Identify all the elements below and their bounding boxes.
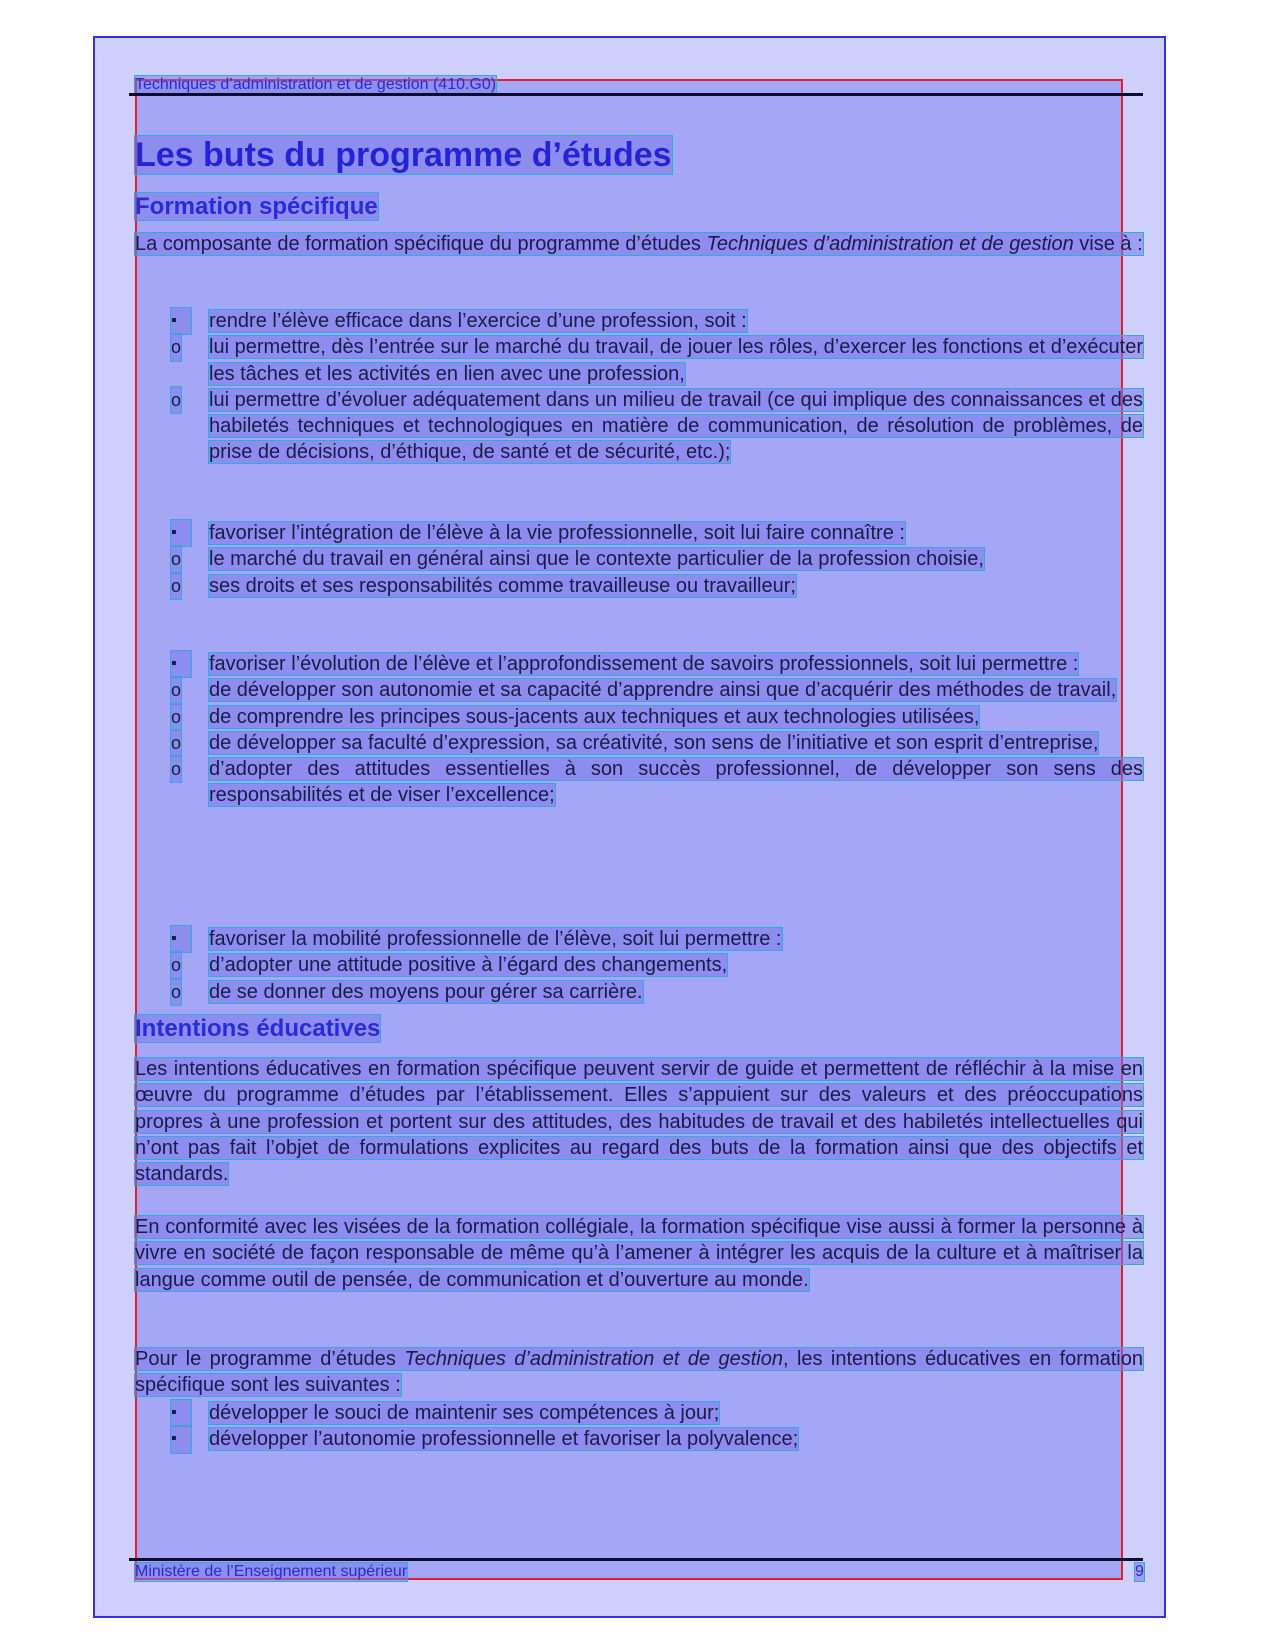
bullet-circle-icon: o (171, 979, 181, 1005)
sub-list-item: o de se donner des moyens pour gérer sa carrière. (135, 979, 1143, 1005)
list-item: ▪ rendre l’élève efficace dans l’exercice d’une profession, soit : o lui permettre, dès l’entrée sur le marché du travail, de jouer les rôles, d’exercer les fonctions et d’exécuter les tâches et les activités en lien avec une profession, o lui permettre d’évoluer adéquatement dans un milieu de travail (ce qui implique des connaissances et des habiletés techniques et technologiques en matière de communication, de résolution de problèmes, de prise de décisions, d’éthique, de santé et de sécurité, etc.); (135, 308, 1143, 466)
sub-list-item: o lui permettre d’évoluer adéquatement dans un milieu de travail (ce qui implique des connaissances et des habiletés techniques et technologiques en matière de communication, de résolution de problèmes, de prise de décisions, d’éthique, de santé et de sécurité, etc.); (171, 388, 1143, 464)
footer-ministry: Ministère de l’Enseignement supérieur (135, 1563, 408, 1580)
sub-list-item: o de comprendre les principes sous-jacents aux techniques et aux technologies utilisées, (135, 704, 1143, 730)
goal-list-2 (135, 520, 1143, 599)
intentions-paragraph-2: En conformité avec les visées de la formation collégiale, la formation spécifique vise aussi à former la personne à vivre en société de façon responsable de même qu’à l’amener à intégrer les acquis de la culture et à maîtriser la langue comme outil de pensée, de communication et d’ouverture au monde. (135, 1216, 1143, 1291)
bullet-circle-icon: o (171, 573, 181, 599)
bullet-square-icon: ▪ (171, 1426, 191, 1452)
bullet-square-icon: ▪ (171, 520, 191, 546)
goal-list-3 (135, 651, 1143, 809)
sub-list-item: o de développer son autonomie et sa capacité d’apprendre ainsi que d’acquérir des méthodes de travail, (135, 677, 1143, 703)
bullet-circle-icon: o (171, 546, 181, 572)
intentions-paragraph-3: Pour le programme d’études Techniques d’administration et de gestion, les intentions éducatives en formation spécifique sont les suivantes : (135, 1348, 1143, 1397)
bullet-square-icon: ▪ (171, 1400, 191, 1426)
list-item: ▪ favoriser la mobilité professionnelle de l’élève, soit lui permettre : o d’adopter une attitude positive à l’égard des changements, o de se donner des moyens pour gérer sa carrière. (135, 926, 1143, 1005)
bullet-circle-icon: o (171, 334, 181, 360)
section-heading-intentions: Intentions éducatives (135, 1015, 381, 1042)
page-number: 9 (1135, 1563, 1144, 1580)
running-header: Techniques d’administration et de gestion (410.G0) (135, 76, 497, 93)
bullet-circle-icon: o (171, 704, 181, 730)
intentions-paragraph-1: Les intentions éducatives en formation spécifique peuvent servir de guide et permettent de réfléchir à la mise en œuvre du programme d’études par l’établissement. Elles s’appuient sur des valeurs et des préoccupations propres à une profession et portent sur des attitudes, des habitudes de travail et des habiletés intellectuelles qui n’ont pas fait l’objet de formulations explicites au regard des buts de la formation ainsi que des objectifs et standards. (135, 1058, 1143, 1186)
goal-list-1 (135, 308, 1143, 466)
bullet-circle-icon: o (171, 387, 181, 413)
bullet-square-icon: ▪ (171, 926, 191, 952)
intro-paragraph: La composante de formation spécifique du programme d’études Techniques d’administration et de gestion vise à : (135, 233, 1143, 255)
sub-list-item: o d’adopter une attitude positive à l’égard des changements, (135, 952, 1143, 978)
page-title: Les buts du programme d’études (135, 136, 672, 174)
sub-list-item: o d’adopter des attitudes essentielles à son succès professionnel, de développer son sens des responsabilités et de viser l’excellence; (171, 758, 1143, 807)
bullet-circle-icon: o (171, 756, 181, 782)
sub-list-item: o le marché du travail en général ainsi que le contexte particulier de la profession choisie, (135, 546, 1143, 572)
footer-rule (129, 1558, 1143, 1561)
list-item: ▪ développer l’autonomie professionnelle et favoriser la polyvalence; (135, 1426, 1143, 1452)
bullet-circle-icon: o (171, 677, 181, 703)
sub-list-item: o de développer sa faculté d’expression, sa créativité, son sens de l’initiative et son esprit d’entreprise, (135, 730, 1143, 756)
list-item: ▪ développer le souci de maintenir ses compétences à jour; (135, 1400, 1143, 1426)
sub-list-item: o lui permettre, dès l’entrée sur le marché du travail, de jouer les rôles, d’exercer les fonctions et d’exécuter les tâches et les activités en lien avec une profession, (171, 336, 1143, 385)
header-rule (129, 93, 1143, 96)
bullet-square-icon: ▪ (171, 651, 191, 677)
section-heading-formation: Formation spécifique (135, 193, 378, 220)
goal-list-4 (135, 926, 1143, 1005)
list-item: ▪ favoriser l’évolution de l’élève et l’approfondissement de savoirs professionnels, soit lui permettre : o de développer son autonomie et sa capacité d’apprendre ainsi que d’acquérir des méthodes de travail, o de comprendre les principes sous-jacents aux techniques et aux technologies utilisées, o de développer sa faculté d’expression, sa créativité, son sens de l’initiative et son esprit d’entreprise, o d’adopter des attitudes essentielles à son succès professionnel, de développer son sens des responsabilités et de viser l’excellence; (135, 651, 1143, 809)
intentions-list (135, 1400, 1143, 1453)
bullet-circle-icon: o (171, 952, 181, 978)
bullet-circle-icon: o (171, 730, 181, 756)
sub-list-item: o ses droits et ses responsabilités comme travailleuse ou travailleur; (135, 573, 1143, 599)
bullet-square-icon: ▪ (171, 308, 191, 334)
list-item: ▪ favoriser l’intégration de l’élève à la vie professionnelle, soit lui faire connaître : o le marché du travail en général ainsi que le contexte particulier de la profession choisie, o ses droits et ses responsabilités comme travailleuse ou travailleur; (135, 520, 1143, 599)
